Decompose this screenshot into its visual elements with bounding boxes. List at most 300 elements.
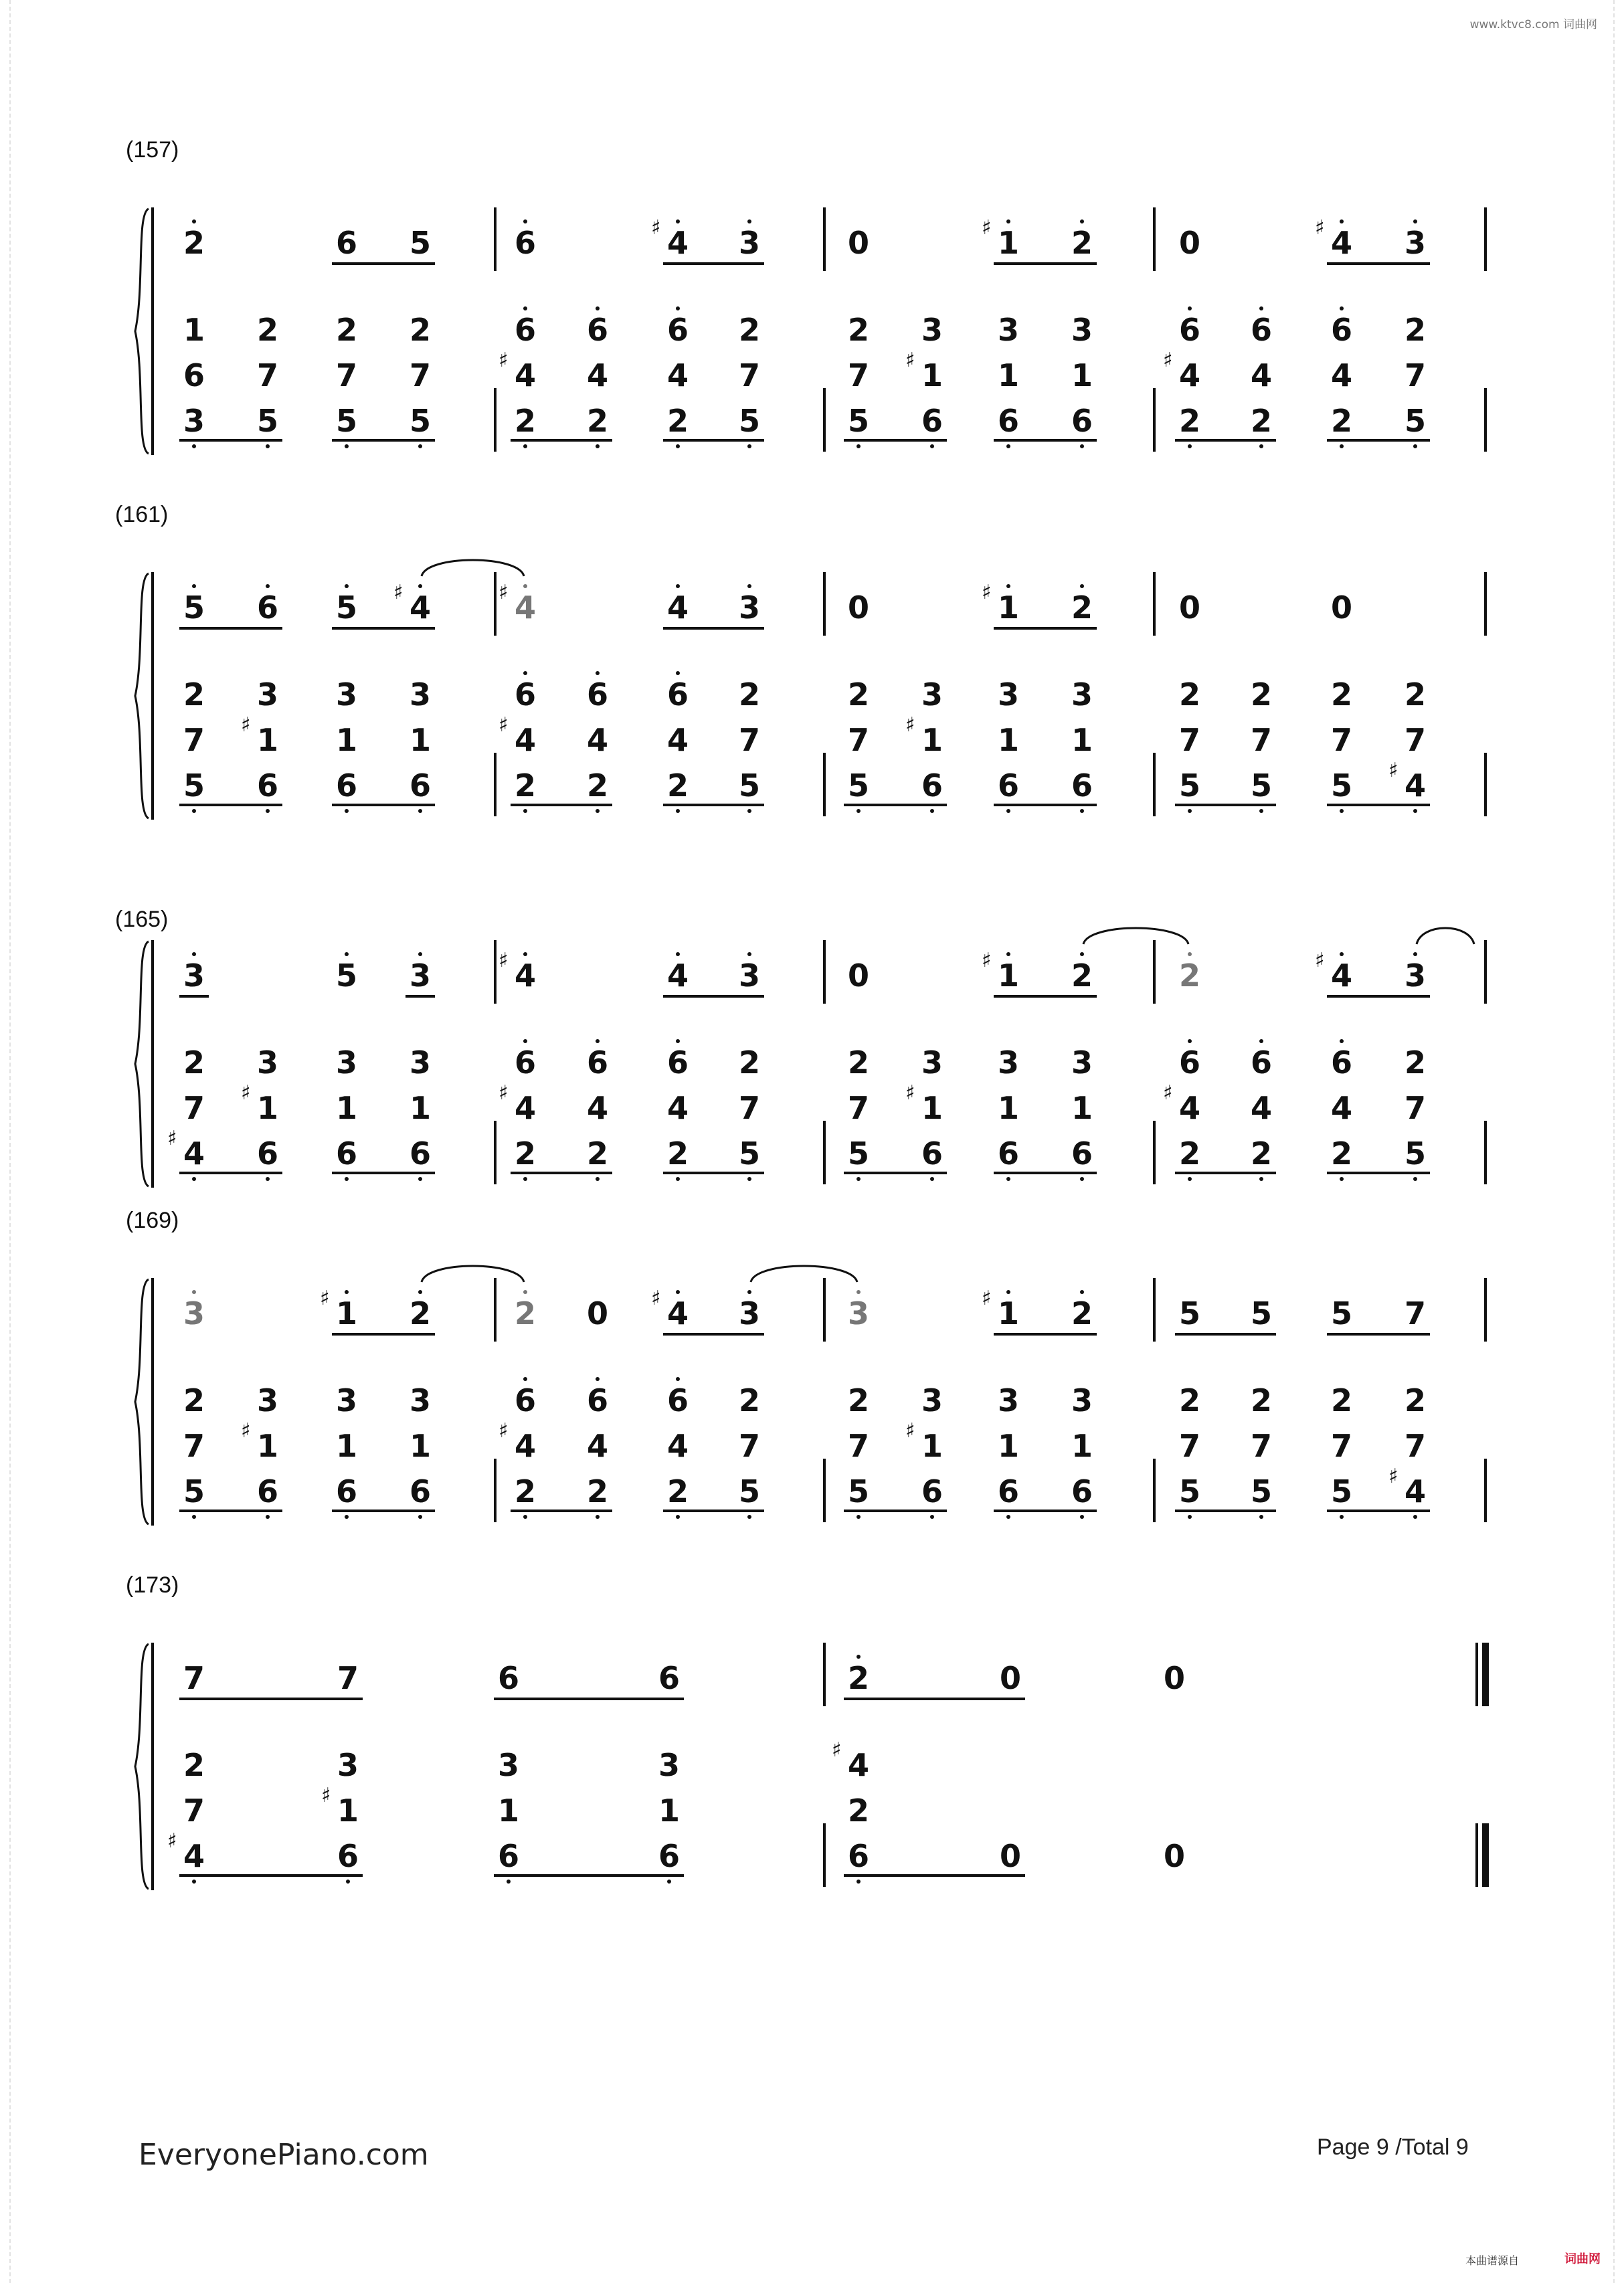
jianpu-note: 0 xyxy=(1178,225,1200,261)
chord-note: 7 xyxy=(1404,1428,1426,1464)
chord-note: 1 xyxy=(997,1090,1019,1126)
measure-number: (157) xyxy=(126,137,179,163)
octave-dot-below xyxy=(596,1515,600,1519)
sharp-sign: ♯ xyxy=(499,1081,509,1105)
beam-underline xyxy=(1327,439,1430,442)
octave-dot-below xyxy=(747,444,751,448)
octave-dot-above xyxy=(192,219,196,223)
jianpu-note: 0 xyxy=(999,1660,1021,1696)
octave-dot-above xyxy=(676,671,680,675)
page-edge-left xyxy=(0,0,11,2283)
bass-note: 5 xyxy=(1178,1473,1200,1510)
chord-note: 3 xyxy=(409,676,431,713)
jianpu-note: 6 xyxy=(658,1660,680,1696)
sharp-sign: ♯ xyxy=(982,949,992,972)
barline xyxy=(494,572,497,636)
octave-dot-above xyxy=(1006,219,1010,223)
octave-dot-below xyxy=(856,809,861,813)
chord-note: 3 xyxy=(337,1747,359,1783)
bass-note: 5 xyxy=(256,403,278,439)
bass-note: 5 xyxy=(1250,767,1272,804)
jianpu-note: 2 xyxy=(409,1295,431,1332)
bass-note: 6 xyxy=(1071,1135,1093,1172)
chord-note: 6 xyxy=(514,312,536,348)
measure-number: (165) xyxy=(115,907,169,932)
octave-dot-below xyxy=(192,1177,196,1181)
jianpu-note: 3 xyxy=(738,589,760,626)
bass-note: 3 xyxy=(183,403,205,439)
chord-note: 1 xyxy=(409,722,431,758)
octave-dot-below xyxy=(507,1880,511,1884)
octave-dot-above xyxy=(345,1290,349,1294)
jianpu-note: 3 xyxy=(847,1295,869,1332)
beam-underline xyxy=(1175,804,1276,806)
jianpu-note: 4 xyxy=(514,589,536,626)
octave-dot-below xyxy=(596,1177,600,1181)
beam-underline xyxy=(1327,1172,1430,1174)
beam-underline xyxy=(663,627,764,630)
chord-note: 4 xyxy=(1330,1090,1352,1126)
bass-note: 6 xyxy=(335,767,357,804)
sharp-sign: ♯ xyxy=(1388,759,1399,782)
bass-note: 2 xyxy=(666,403,689,439)
octave-dot-above xyxy=(192,952,196,956)
jianpu-note: 5 xyxy=(335,957,357,994)
beam-underline xyxy=(994,1333,1097,1336)
sharp-sign: ♯ xyxy=(651,1287,661,1310)
octave-dot-below xyxy=(1080,1177,1084,1181)
chord-note: 1 xyxy=(921,1090,943,1126)
jianpu-note: 1 xyxy=(997,225,1019,261)
bass-note: 2 xyxy=(586,403,608,439)
chord-note: 6 xyxy=(1330,1044,1352,1081)
jianpu-note: 0 xyxy=(1178,589,1200,626)
beam-underline xyxy=(179,1172,282,1174)
bass-note: 2 xyxy=(1330,403,1352,439)
octave-dot-above xyxy=(747,584,751,588)
chord-note: 1 xyxy=(1071,1090,1093,1126)
chord-note: 4 xyxy=(666,357,689,393)
bass-note: 0 xyxy=(1163,1838,1185,1874)
octave-dot-below xyxy=(930,444,934,448)
chord-note: 4 xyxy=(666,1428,689,1464)
bass-note: 5 xyxy=(409,403,431,439)
chord-note: 7 xyxy=(738,357,760,393)
beam-underline xyxy=(1327,804,1430,806)
octave-dot-above xyxy=(523,219,527,223)
chord-note: 1 xyxy=(256,1428,278,1464)
jianpu-note: 5 xyxy=(1250,1295,1272,1332)
bass-note: 2 xyxy=(666,1473,689,1510)
beam-underline xyxy=(179,995,209,998)
chord-note: 4 xyxy=(586,357,608,393)
beam-underline xyxy=(994,804,1097,806)
footer-credit: 本曲谱源自 xyxy=(1465,2254,1520,2267)
octave-dot-above xyxy=(523,671,527,675)
beam-underline xyxy=(179,439,282,442)
octave-dot-below xyxy=(418,1177,422,1181)
jianpu-note: 2 xyxy=(1071,225,1093,261)
bass-note: 2 xyxy=(1250,1135,1272,1172)
chord-note: 4 xyxy=(586,1090,608,1126)
chord-note: 2 xyxy=(847,1044,869,1081)
beam-underline xyxy=(1327,1510,1430,1512)
octave-dot-above xyxy=(596,1377,600,1381)
octave-dot-below xyxy=(856,1177,861,1181)
jianpu-note: 5 xyxy=(183,589,205,626)
chord-note: 6 xyxy=(586,312,608,348)
barline xyxy=(1153,388,1156,452)
jianpu-note: 6 xyxy=(514,225,536,261)
octave-dot-above xyxy=(676,1290,680,1294)
bass-note: 5 xyxy=(738,1473,760,1510)
jianpu-note: 4 xyxy=(514,957,536,994)
beam-underline xyxy=(1327,995,1430,998)
beam-underline xyxy=(332,1172,435,1174)
chord-note: 6 xyxy=(666,676,689,713)
bass-note: 5 xyxy=(847,767,869,804)
octave-dot-below xyxy=(596,809,600,813)
sharp-sign: ♯ xyxy=(499,1419,509,1443)
barline xyxy=(1153,753,1156,816)
octave-dot-below xyxy=(418,809,422,813)
sharp-sign: ♯ xyxy=(905,713,915,737)
chord-note: 1 xyxy=(337,1793,359,1829)
measure-number: (161) xyxy=(115,502,169,527)
octave-dot-below xyxy=(1080,1515,1084,1519)
barline xyxy=(823,1459,826,1522)
chord-note: 7 xyxy=(1330,722,1352,758)
octave-dot-above xyxy=(676,1377,680,1381)
sharp-sign: ♯ xyxy=(241,1419,251,1443)
octave-dot-below xyxy=(676,444,680,448)
octave-dot-below xyxy=(1259,1515,1263,1519)
barline xyxy=(1484,388,1487,452)
chord-note: 1 xyxy=(256,1090,278,1126)
sharp-sign: ♯ xyxy=(241,1081,251,1105)
bass-note: 5 xyxy=(847,1135,869,1172)
chord-note: 2 xyxy=(1250,1382,1272,1419)
chord-note: 2 xyxy=(1404,1044,1426,1081)
chord-note: 6 xyxy=(586,1044,608,1081)
chord-note: 3 xyxy=(1071,312,1093,348)
octave-dot-above xyxy=(523,952,527,956)
bass-note: 6 xyxy=(409,1473,431,1510)
octave-dot-above xyxy=(418,952,422,956)
octave-dot-below xyxy=(1340,1177,1344,1181)
octave-dot-below xyxy=(266,444,270,448)
octave-dot-above xyxy=(1413,219,1417,223)
beam-underline xyxy=(179,1510,282,1512)
beam-underline xyxy=(511,439,612,442)
chord-note: 2 xyxy=(847,676,869,713)
jianpu-note: 4 xyxy=(666,1295,689,1332)
final-barline xyxy=(1482,1643,1489,1706)
bass-note: 2 xyxy=(586,1135,608,1172)
bass-note: 2 xyxy=(1178,1135,1200,1172)
octave-dot-below xyxy=(266,1177,270,1181)
beam-underline xyxy=(844,1874,1025,1877)
octave-dot-above xyxy=(1259,306,1263,310)
octave-dot-below xyxy=(192,1880,196,1884)
bass-note: 4 xyxy=(1404,1473,1426,1510)
octave-dot-below xyxy=(192,444,196,448)
bass-note: 6 xyxy=(1071,403,1093,439)
chord-note: 7 xyxy=(1250,722,1272,758)
chord-note: 4 xyxy=(514,1428,536,1464)
octave-dot-below xyxy=(345,444,349,448)
grand-staff-brace xyxy=(131,1278,151,1526)
octave-dot-below xyxy=(667,1880,671,1884)
sharp-sign: ♯ xyxy=(1315,216,1325,240)
octave-dot-above xyxy=(596,1039,600,1043)
bass-note: 6 xyxy=(847,1838,869,1874)
chord-note: 7 xyxy=(183,1428,205,1464)
chord-note: 1 xyxy=(409,1090,431,1126)
octave-dot-below xyxy=(747,1515,751,1519)
grand-staff-brace xyxy=(131,572,151,820)
chord-note: 6 xyxy=(1330,312,1352,348)
chord-note: 3 xyxy=(335,676,357,713)
grand-staff-brace xyxy=(131,1643,151,1890)
octave-dot-above xyxy=(1188,952,1192,956)
chord-note: 3 xyxy=(921,1044,943,1081)
chord-note: 6 xyxy=(1178,1044,1200,1081)
system-line xyxy=(151,572,154,820)
chord-note: 2 xyxy=(1330,1382,1352,1419)
chord-note: 2 xyxy=(1404,676,1426,713)
chord-note: 4 xyxy=(514,722,536,758)
chord-note: 6 xyxy=(1250,1044,1272,1081)
chord-note: 2 xyxy=(738,312,760,348)
barline xyxy=(1484,572,1487,636)
tie-slur xyxy=(749,1258,865,1285)
chord-note: 3 xyxy=(997,1044,1019,1081)
octave-dot-above xyxy=(747,952,751,956)
grand-staff-brace xyxy=(131,940,151,1188)
bass-note: 5 xyxy=(738,403,760,439)
octave-dot-above xyxy=(676,952,680,956)
chord-note: 4 xyxy=(1178,357,1200,393)
bass-note: 5 xyxy=(1330,1473,1352,1510)
page-indicator: Page 9 /Total 9 xyxy=(1317,2134,1469,2160)
jianpu-note: 3 xyxy=(1404,957,1426,994)
bass-note: 5 xyxy=(1404,1135,1426,1172)
sharp-sign: ♯ xyxy=(499,581,509,604)
octave-dot-below xyxy=(930,1515,934,1519)
beam-underline xyxy=(663,804,764,806)
octave-dot-below xyxy=(1006,1177,1010,1181)
octave-dot-below xyxy=(345,809,349,813)
bass-note: 2 xyxy=(586,1473,608,1510)
jianpu-note: 4 xyxy=(1330,225,1352,261)
chord-note: 1 xyxy=(1071,357,1093,393)
final-barline xyxy=(1475,1643,1478,1706)
jianpu-note: 2 xyxy=(1071,1295,1093,1332)
chord-note: 4 xyxy=(847,1747,869,1783)
octave-dot-below xyxy=(418,1515,422,1519)
chord-note: 6 xyxy=(666,312,689,348)
barline xyxy=(494,388,497,452)
bass-note: 2 xyxy=(514,1135,536,1172)
jianpu-note: 4 xyxy=(409,589,431,626)
octave-dot-above xyxy=(523,584,527,588)
chord-note: 7 xyxy=(183,1090,205,1126)
chord-note: 1 xyxy=(335,1090,357,1126)
jianpu-note: 4 xyxy=(666,225,689,261)
chord-note: 1 xyxy=(256,722,278,758)
jianpu-note: 0 xyxy=(847,957,869,994)
chord-note: 2 xyxy=(1330,676,1352,713)
sharp-sign: ♯ xyxy=(982,216,992,240)
sharp-sign: ♯ xyxy=(1315,949,1325,972)
beam-underline xyxy=(1175,1333,1276,1336)
beam-underline xyxy=(663,262,764,265)
chord-note: 1 xyxy=(335,722,357,758)
beam-underline xyxy=(494,1874,684,1877)
barline xyxy=(1484,207,1487,271)
chord-note: 4 xyxy=(1330,357,1352,393)
octave-dot-above xyxy=(1413,952,1417,956)
chord-note: 7 xyxy=(1178,1428,1200,1464)
beam-underline xyxy=(511,804,612,806)
chord-note: 3 xyxy=(997,1382,1019,1419)
octave-dot-above xyxy=(345,584,349,588)
bass-note: 6 xyxy=(921,1473,943,1510)
jianpu-note: 0 xyxy=(847,589,869,626)
jianpu-note: 2 xyxy=(514,1295,536,1332)
chord-note: 6 xyxy=(514,676,536,713)
octave-dot-above xyxy=(1340,952,1344,956)
chord-note: 1 xyxy=(1071,1428,1093,1464)
octave-dot-above xyxy=(418,1290,422,1294)
bass-note: 6 xyxy=(1071,767,1093,804)
barline xyxy=(823,1823,826,1887)
octave-dot-above xyxy=(596,671,600,675)
jianpu-note: 4 xyxy=(1330,957,1352,994)
octave-dot-above xyxy=(345,952,349,956)
octave-dot-above xyxy=(1006,584,1010,588)
beam-underline xyxy=(1327,262,1430,265)
octave-dot-below xyxy=(747,1177,751,1181)
octave-dot-below xyxy=(856,1880,861,1884)
octave-dot-below xyxy=(1080,809,1084,813)
chord-note: 6 xyxy=(514,1382,536,1419)
barline xyxy=(823,207,826,271)
sharp-sign: ♯ xyxy=(832,1738,842,1762)
octave-dot-below xyxy=(930,1177,934,1181)
chord-note: 2 xyxy=(847,1382,869,1419)
chord-note: 6 xyxy=(586,676,608,713)
jianpu-note: 3 xyxy=(738,1295,760,1332)
bass-note: 5 xyxy=(738,767,760,804)
chord-note: 1 xyxy=(921,1428,943,1464)
beam-underline xyxy=(663,1172,764,1174)
barline xyxy=(823,572,826,636)
bass-note: 2 xyxy=(666,767,689,804)
jianpu-note: 0 xyxy=(586,1295,608,1332)
octave-dot-above xyxy=(1259,1039,1263,1043)
octave-dot-below xyxy=(856,1515,861,1519)
beam-underline xyxy=(179,804,282,806)
chord-note: 3 xyxy=(1071,676,1093,713)
page-edge-right xyxy=(1613,0,1624,2283)
beam-underline xyxy=(663,1333,764,1336)
octave-dot-below xyxy=(1413,1177,1417,1181)
jianpu-note: 2 xyxy=(847,1660,869,1696)
beam-underline xyxy=(332,262,435,265)
system-line xyxy=(151,1643,154,1890)
bass-note: 6 xyxy=(409,1135,431,1172)
barline xyxy=(823,388,826,452)
jianpu-note: 3 xyxy=(738,225,760,261)
octave-dot-above xyxy=(1080,952,1084,956)
sharp-sign: ♯ xyxy=(321,1784,331,1807)
chord-note: 1 xyxy=(997,722,1019,758)
bass-note: 6 xyxy=(256,1473,278,1510)
beam-underline xyxy=(405,995,435,998)
chord-note: 2 xyxy=(1404,312,1426,348)
barline xyxy=(1484,940,1487,1004)
tie-slur xyxy=(420,552,532,579)
chord-note: 2 xyxy=(1250,676,1272,713)
beam-underline xyxy=(994,627,1097,630)
chord-note: 3 xyxy=(921,676,943,713)
octave-dot-below xyxy=(1080,444,1084,448)
beam-underline xyxy=(994,995,1097,998)
barline xyxy=(1153,940,1156,1004)
beam-underline xyxy=(663,995,764,998)
jianpu-note: 2 xyxy=(1178,957,1200,994)
beam-underline xyxy=(179,1874,363,1877)
chord-note: 1 xyxy=(409,1428,431,1464)
octave-dot-below xyxy=(1413,444,1417,448)
barline xyxy=(823,1278,826,1342)
jianpu-note: 5 xyxy=(1178,1295,1200,1332)
octave-dot-above xyxy=(596,306,600,310)
bass-note: 2 xyxy=(1178,403,1200,439)
chord-note: 6 xyxy=(586,1382,608,1419)
footer-site[interactable]: EveryonePiano.com xyxy=(139,2138,429,2172)
bass-note: 6 xyxy=(997,1473,1019,1510)
octave-dot-below xyxy=(1259,444,1263,448)
barline xyxy=(1153,572,1156,636)
bass-note: 6 xyxy=(658,1838,680,1874)
octave-dot-below xyxy=(418,444,422,448)
chord-note: 2 xyxy=(1404,1382,1426,1419)
jianpu-note: 6 xyxy=(256,589,278,626)
octave-dot-below xyxy=(345,1177,349,1181)
chord-note: 4 xyxy=(666,1090,689,1126)
bass-note: 5 xyxy=(183,767,205,804)
chord-note: 6 xyxy=(1178,312,1200,348)
sharp-sign: ♯ xyxy=(393,581,403,604)
octave-dot-below xyxy=(346,1880,350,1884)
octave-dot-above xyxy=(1080,219,1084,223)
chord-note: 1 xyxy=(1071,722,1093,758)
bass-note: 5 xyxy=(847,403,869,439)
octave-dot-below xyxy=(345,1515,349,1519)
chord-note: 7 xyxy=(1178,722,1200,758)
chord-note: 3 xyxy=(1071,1044,1093,1081)
beam-underline xyxy=(1175,1510,1276,1512)
octave-dot-above xyxy=(1006,952,1010,956)
bass-note: 5 xyxy=(183,1473,205,1510)
barline xyxy=(1153,1459,1156,1522)
chord-note: 2 xyxy=(847,1793,869,1829)
octave-dot-above xyxy=(676,1039,680,1043)
chord-note: 3 xyxy=(335,1382,357,1419)
